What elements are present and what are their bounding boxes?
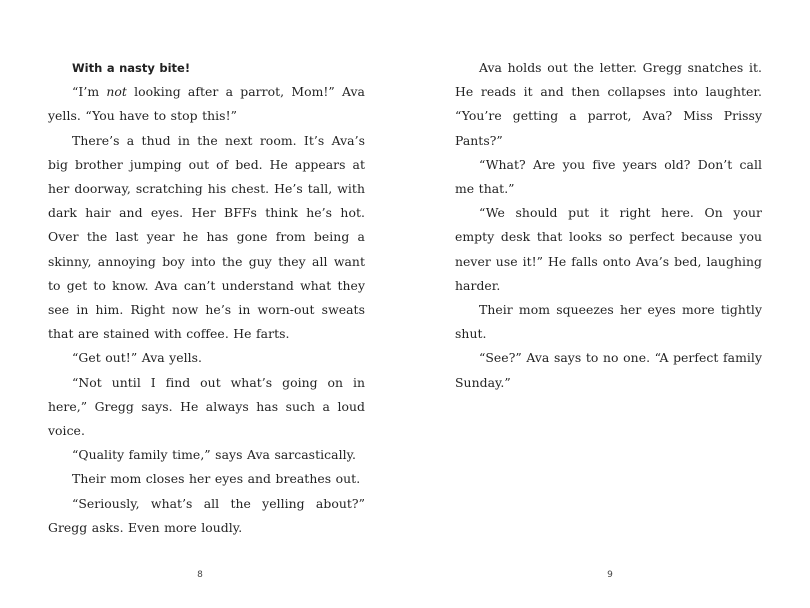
paragraph: “What? Are you five years old? Don’t call me that.” bbox=[455, 156, 762, 197]
paragraph: There’s a thud in the next room. It’s Ava’s big brother jumping out of bed. He appears at her doorway, scratching his chest. He’s tall, with dark hair and eyes. Her BFFs think he’s hot. Over the last year he has gone from being a skinny, annoying boy into the guy they all want to get to know. Ava can’t understand what they see in him. Right now he’s in worn-out sweats that are stained with coffee. He farts. bbox=[48, 132, 365, 342]
right-page bbox=[455, 56, 762, 395]
page-number-left: 8 bbox=[197, 570, 203, 580]
paragraph: “See?” Ava says to no one. “A perfect family Sunday.” bbox=[455, 350, 762, 390]
paragraph: Their mom closes her eyes and breathes out. bbox=[72, 471, 361, 487]
emphasis-text: not bbox=[106, 84, 127, 100]
page-number-right: 9 bbox=[607, 570, 613, 580]
paragraph: “Not until I find out what’s going on in here,” Gregg says. He always has such a loud voice. bbox=[48, 374, 365, 439]
paragraph bbox=[48, 80, 365, 128]
paragraph-text: looking after a parrot, Mom!” Ava yells. “You have to stop this!” bbox=[48, 84, 365, 124]
paragraph: “Seriously, what’s all the yelling about?” Gregg asks. Even more loudly. bbox=[48, 495, 365, 535]
paragraph: “We should put it right here. On your empty desk that looks so perfect because you never use it!” He falls onto Ava’s bed, laughing harder. bbox=[455, 205, 762, 293]
opening-line: With a nasty bite! bbox=[72, 61, 191, 75]
paragraph-text: “I’m bbox=[72, 84, 107, 100]
paragraph: “Quality family time,” says Ava sarcastically. bbox=[72, 447, 356, 463]
left-page bbox=[48, 56, 365, 540]
paragraph: Their mom squeezes her eyes more tightly shut. bbox=[455, 302, 762, 342]
paragraph: “Get out!” Ava yells. bbox=[72, 350, 203, 366]
paragraph: Ava holds out the letter. Gregg snatches it. He reads it and then collapses into laughter. “You’re getting a parrot, Ava? Miss Prissy Pants?” bbox=[455, 60, 762, 148]
